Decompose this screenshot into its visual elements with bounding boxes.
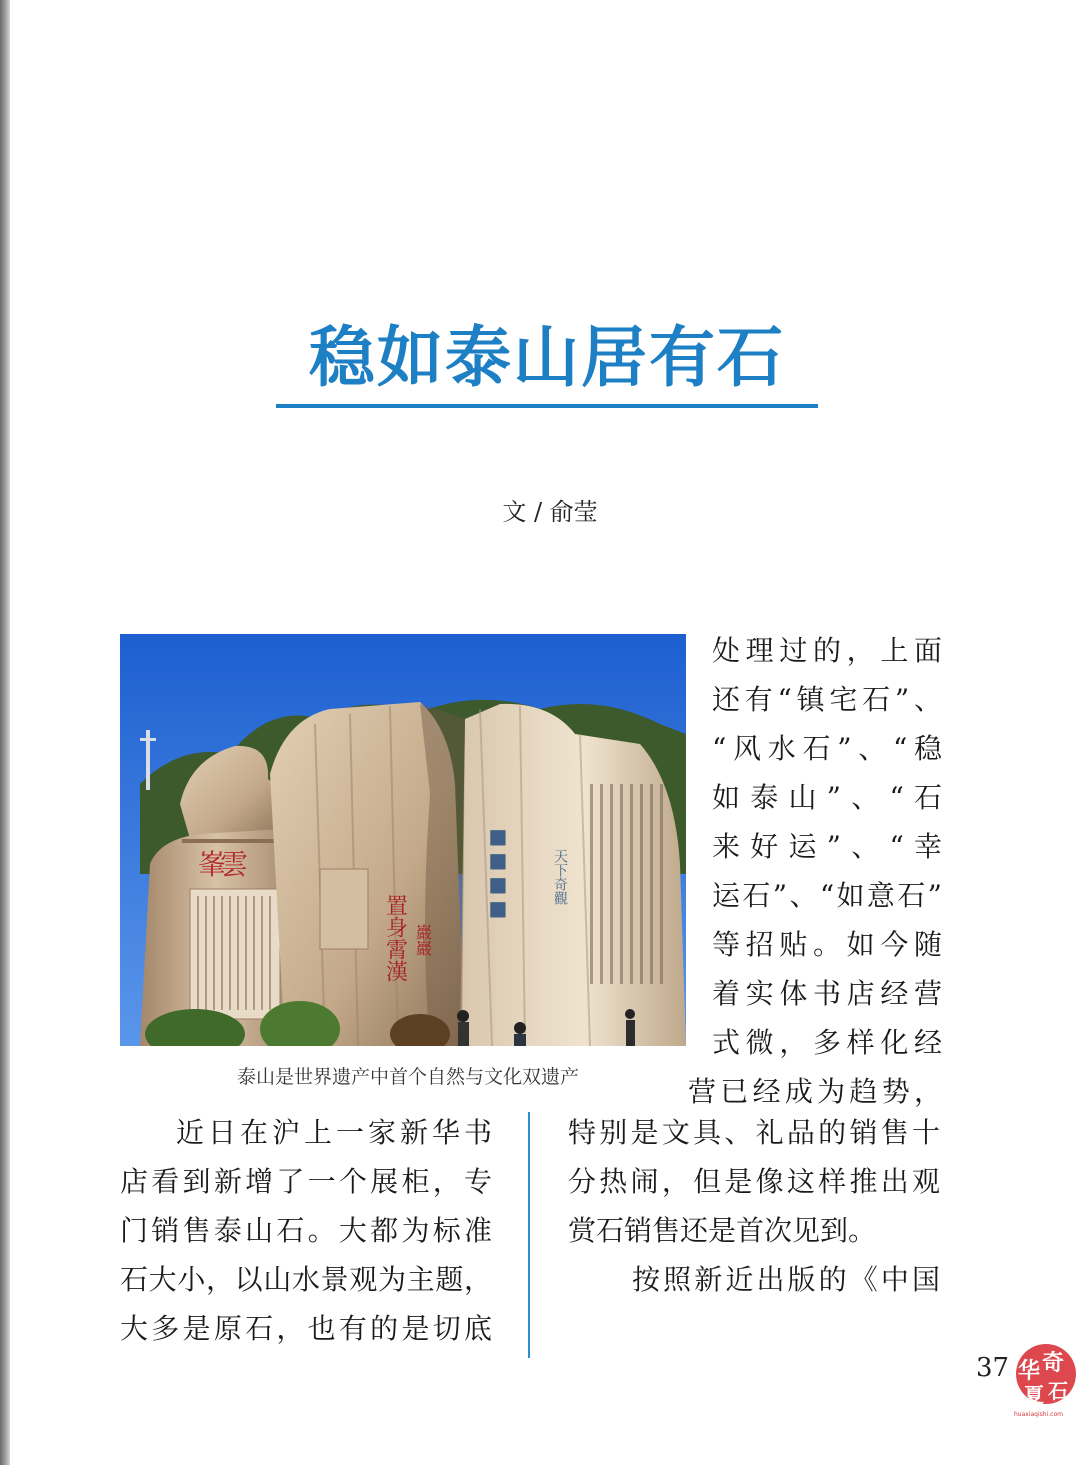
- watermark-logo: [1012, 1340, 1078, 1458]
- inscription-yanyan: 巖巖: [413, 924, 433, 956]
- text-line: 赏石销售还是首次见到。: [568, 1214, 877, 1247]
- text-line: 石大小，以山水景观为主题，: [120, 1263, 492, 1296]
- watermark-char: 夏: [1024, 1383, 1044, 1407]
- text-line: 运石”、“如意石”: [712, 879, 942, 912]
- text-line: 分热闹，但是像这样推出观: [568, 1165, 940, 1198]
- text-line: 处理过的，上面: [712, 634, 942, 667]
- inscription-feng: 峯: [198, 848, 227, 881]
- photo-caption: 泰山是世界遗产中首个自然与文化双遗产: [236, 1066, 579, 1088]
- text-line: 特别是文具、礼品的销售十: [568, 1116, 940, 1149]
- author-byline: 文 / 俞莹: [502, 498, 598, 526]
- right-top-column: [688, 626, 942, 1116]
- left-body-column: [120, 1108, 492, 1353]
- inscription-blue: ■■■■: [486, 824, 510, 920]
- article-title: 稳如泰山居有石: [309, 319, 785, 396]
- watermark-char: 华: [1018, 1359, 1041, 1384]
- text-line: 大多是原石，也有的是切底: [120, 1312, 492, 1345]
- text-line: 如泰山”、“石: [712, 781, 942, 814]
- title-underline: [276, 404, 818, 408]
- article-title-block: [276, 318, 818, 408]
- text-line: 按照新近出版的《中国: [632, 1263, 940, 1296]
- text-line: 式微，多样化经: [712, 1026, 942, 1059]
- text-line: 营已经成为趋势，: [688, 1075, 942, 1108]
- column-divider: [528, 1112, 530, 1358]
- watermark-url: huaxiaqishi.com: [1014, 1411, 1063, 1418]
- inscription-tianxia: 天下奇觀: [552, 849, 568, 905]
- right-bottom-column: [568, 1108, 940, 1304]
- taishan-photo: [120, 634, 686, 1046]
- watermark-char: 奇: [1042, 1351, 1065, 1376]
- watermark-char: 石: [1048, 1379, 1068, 1403]
- text-line: 还有“镇宅石”、: [712, 683, 942, 716]
- text-line: 门销售泰山石。大都为标准: [120, 1214, 492, 1247]
- page-spine-shadow: [0, 0, 10, 1465]
- text-line: “风水石”、“稳: [712, 732, 942, 765]
- text-line: 店看到新增了一个展柜，专: [120, 1165, 492, 1198]
- text-line: 来好运”、“幸: [712, 830, 942, 863]
- text-line: 等招贴。如今随: [712, 928, 942, 961]
- inscription-yun: 雲: [220, 848, 249, 881]
- text-line: 着实体书店经营: [712, 977, 942, 1010]
- inscription-zhishen: 置身霄漢: [382, 894, 408, 982]
- text-line: 近日在沪上一家新华书: [176, 1116, 492, 1149]
- page-number: 37: [976, 1353, 1010, 1383]
